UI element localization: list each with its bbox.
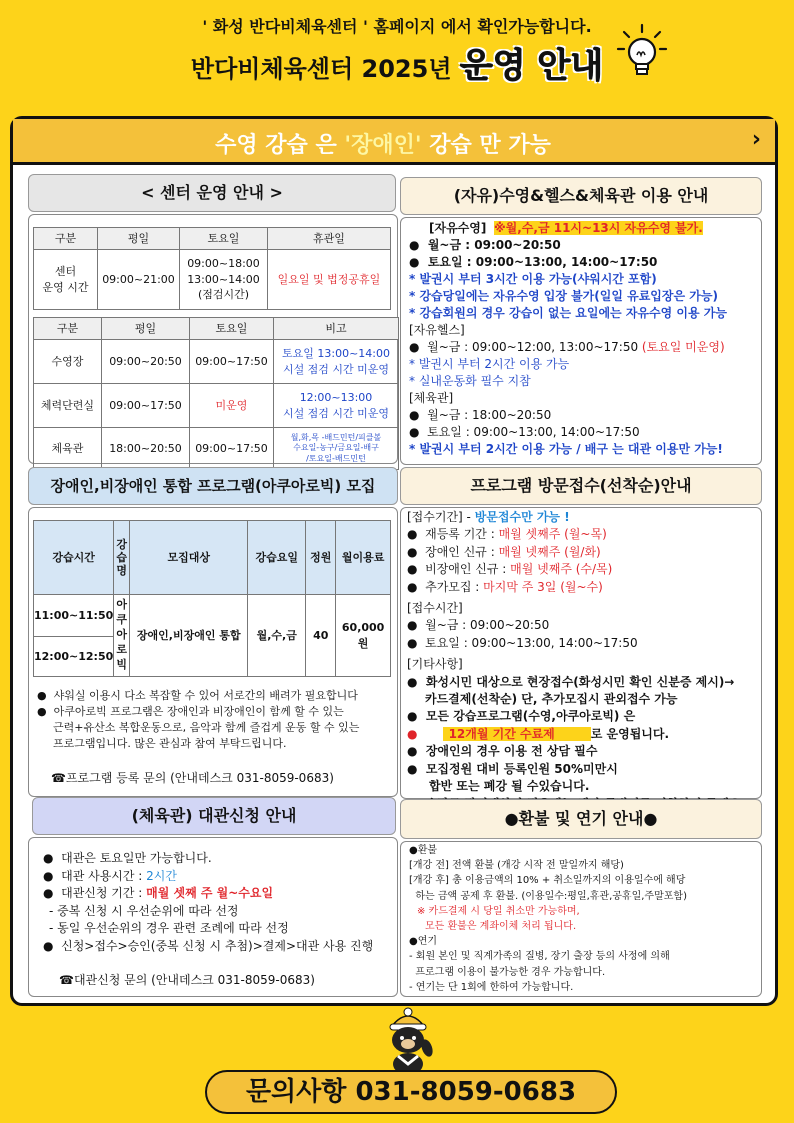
center-hours-table <box>33 227 391 310</box>
free-use-heading: (자유)수영&헬스&체육관 이용 안내 <box>400 177 762 215</box>
table-cell <box>114 595 130 677</box>
etc-tag: [기타사항] <box>407 657 463 672</box>
table-cell <box>274 428 399 470</box>
refund-line: 프로그램 이용이 불가능한 경우 가능합니다. <box>409 966 606 978</box>
etc-line: 모든 강습프로그램(수영,아쿠아로빅) 은 <box>425 709 636 724</box>
refund-line: - 회원 본인 및 직계가족의 질병, 장기 출장 등의 사정에 의해 <box>409 951 670 963</box>
table-header: 평일 <box>98 228 180 250</box>
swim-warning: ※월,수,금 11시~13시 자유수영 불가. <box>493 221 703 235</box>
table-cell: 09:00~17:50 <box>190 340 274 384</box>
table-cell <box>180 250 268 310</box>
refund-line: - 연기는 단 1회에 한하여 가능합니다. <box>409 981 574 993</box>
rental-line: 대관은 토요일만 가능합니다. <box>61 851 212 865</box>
visit-item-label: 장애인 신규 : <box>425 544 499 559</box>
time-tag: [접수시간] <box>407 601 463 616</box>
cell-line: 12:00~13:00 <box>299 390 373 404</box>
banner-text <box>13 128 753 159</box>
table-cell: 일요일 및 법정공휴일 <box>268 250 391 310</box>
table-header: 강습시간 <box>34 521 114 595</box>
rental-lines: ● 대관은 토요일만 가능합니다. ● 대관 사용시간 : 2시간 ● 대관신청 기간 : 매월 셋째 주 월~수요일 - 중복 신청 시 우선순위에 따라 선정 - 동일 우선순위의 경우 관련 조례에 따라 선정 ● 신청>접수>승인(중복 신청 시 추첨)>결제>대관 사용 진행 <box>43 851 374 953</box>
refund-line: 하는 금액 공제 후 환불. (이용일수:평일,휴관,공휴일,주말포함) <box>409 890 687 902</box>
table-cell <box>274 340 399 384</box>
refund-line: ●환불 <box>409 845 438 856</box>
table-header: 평일 <box>102 318 190 340</box>
visit-item-value: 매월 넷째주 (월/화) <box>498 544 601 559</box>
lightbulb-icon <box>612 22 672 82</box>
title-highlight: 운영 안내 <box>459 46 604 86</box>
table-cell: 60,000 원 <box>336 595 391 677</box>
title-prefix: 반다비체육센터 2025년 <box>190 55 452 83</box>
refund-line: ※ 카드결제 시 당일 취소만 가능하며, <box>417 905 580 917</box>
chevron-right-icon: › <box>751 127 761 152</box>
banner-part3: 강습 만 가능 <box>421 133 551 158</box>
table-row <box>34 384 399 428</box>
free-use-lines: [자유수영] ※월,수,금 11시~13시 자유수영 불가. ● 월~금 : 09:00~20:50 ● 토요일 : 09:00~13:00, 14:00~17:50 * 발권시 부터 3시간 이용 가능(샤워시간 포함) * 강습당일에는 자유수영 입장 불가(일일 유료입장은 가능) * 강습회원의 경우 강습이 없는 요일에는 자유수영 이용 가능 [자유헬스] ● 월~금 : 09:00~12:00, 13:00~17:50 (토요일 미운영) * 발권시 부터 2시간 이용 가능 * 실내운동화 필수 지참 [체육관] ● 월~금 : 18:00~20:50 ● 토요일 : 09:00~13:00, 14:00~17:50 * 발권시 부터 2시간 이용 가능 / 배구 는 대관 이용만 가능! <box>409 221 727 456</box>
contact-phone-banner[interactable]: 문의사항 031-8059-0683 <box>205 1070 617 1114</box>
rental-heading: (체육관) 대관신청 안내 <box>32 797 396 835</box>
rental-contact: ☎대관신청 문의 (안내데스크 031-8059-0683) <box>59 973 315 987</box>
table-cell: 11:00~11:50 <box>34 595 114 637</box>
table-header: 토요일 <box>180 228 268 250</box>
aqua-contact: ☎프로그램 등록 문의 (안내데스크 031-8059-0683) <box>51 771 334 785</box>
cell-line: 토요일 13:00~14:00 <box>282 346 390 360</box>
gym-saturday: (토요일 미운영) <box>641 340 725 354</box>
etc-line: 화성시민 대상으로 현장접수(화성시민 확인 신분증 제시)→ <box>425 674 735 689</box>
table-cell: 09:00~20:50 <box>102 340 190 384</box>
hall-saturday: 토요일 : 09:00~13:00, 14:00~17:50 <box>427 425 640 439</box>
table-cell: 체육관 <box>34 428 102 470</box>
class-header-vertical: 강 습 명 <box>116 537 128 578</box>
table-row <box>34 428 399 470</box>
refund-heading: ●환불 및 연기 안내● <box>400 799 762 839</box>
table-header: 강습요일 <box>248 521 306 595</box>
swim-notice-banner <box>13 119 775 165</box>
header-note: ' 화성 반다비체육센터 ' 홈페이지 에서 확인가능합니다. <box>202 17 592 36</box>
rental-line: 대관신청 기간 : <box>61 886 147 901</box>
banner-part1: 수영 강습 은 <box>215 133 345 158</box>
aqua-note: 프로그램입니다. 많은 관심과 참여 부탁드립니다. <box>53 737 287 750</box>
table-header: 휴관일 <box>268 228 391 250</box>
visit-item-label: 재등록 기간 : <box>425 527 499 542</box>
swim-tag: [자유수영] <box>429 221 487 235</box>
etc-highlight: 12개월 기간 수료제 <box>443 727 591 741</box>
cell-line: 시설 점검 시간 미운영 <box>282 362 390 376</box>
aqua-note: 아쿠아로빅 프로그램은 장애인과 비장애인이 함께 할 수 있는 <box>53 705 344 718</box>
cell-line: 월,화,목 -배드민턴/피클볼 <box>290 432 382 442</box>
table-header: 정원 <box>306 521 336 595</box>
table-cell: 미운영 <box>190 384 274 428</box>
banner-part2: '장애인' <box>344 133 422 158</box>
table-cell: 체력단련실 <box>34 384 102 428</box>
table-cell: 09:00~17:50 <box>102 384 190 428</box>
cell-line: 13:00~14:00 <box>187 272 260 286</box>
rental-line: - 동일 우선순위의 경우 관련 조례에 따라 선정 <box>49 921 289 936</box>
rental-line: 대관 사용시간 : <box>61 868 147 883</box>
rental-line: 신청>접수>승인(중복 신청 시 추첨)>결제>대관 사용 진행 <box>61 938 374 953</box>
table-cell: 09:00~21:00 <box>98 250 180 310</box>
table-cell: 18:00~20:50 <box>102 428 190 470</box>
gym-weekday: 월~금 : 09:00~12:00, 13:00~17:50 <box>427 340 642 354</box>
aqua-note: 근력+유산소 복합운동으로, 음악과 함께 즐겁게 운동 할 수 있는 <box>53 721 360 734</box>
aqua-notes: ● 샤워실 이용시 다소 복잡할 수 있어 서로간의 배려가 필요합니다 ● 아쿠아로빅 프로그램은 장애인과 비장애인이 함께 할 수 있는 근력+유산소 복합운동으로, 음악과 함께 즐겁게 운동 할 수 있는 프로그램입니다. 많은 관심과 참여 부탁드립니다. <box>37 689 360 750</box>
visit-heading: 프로그램 방문접수(선착순)안내 <box>400 467 762 505</box>
time-saturday: 토요일 : 09:00~13:00, 14:00~17:50 <box>425 635 638 650</box>
bear-mascot-icon <box>378 1008 438 1074</box>
facility-hours-table <box>33 317 399 470</box>
swim-saturday: 토요일 : 09:00~13:00, 14:00~17:50 <box>427 255 658 269</box>
rental-line: - 중복 신청 시 우선순위에 따라 선정 <box>49 903 239 918</box>
swim-note: * 강습당일에는 자유수영 입장 불가(일일 유료입장은 가능) <box>409 289 718 303</box>
center-info-box <box>28 214 398 464</box>
cell-line: 시설 점검 시간 미운영 <box>282 406 390 420</box>
etc-line: 합반 또는 폐강 될 수있습니다. <box>429 779 590 794</box>
visit-lines: [접수기간] - 방문접수만 가능 ! ● 재등록 기간 : 매월 셋째주 (월~목) ● 장애인 신규 : 매월 넷째주 (월/화) ● 비장애인 신규 : 매월 넷째주 (수/목) ● 추가모집 : 마지막 주 3일 (월~수) [접수시간] ● 월~금 : 09:00~20:50 ● 토요일 : 09:00~13:00, 14:00~17:50 [기타사항] ● 화성시민 대상으로 현장접수(화성시민 확인 신분증 제시)→ 카드결제(선착순) 단, 추가모집시 관외접수 가능 ● 모든 강습프로그램(수영,아쿠아로빅) 은 ● 12개월 기간 수료제 로 운영됩니다. ● 장애인의 경우 이용 전 상담 필수 ● 모집정원 대비 등록인원 50%미만시 합반 또는 폐강 될 수있습니다. <box>407 509 745 813</box>
gym-note: * 발권시 부터 2시간 이용 가능 <box>409 357 570 371</box>
visit-item-value: 매월 셋째주 (월~목) <box>498 527 607 542</box>
aqua-heading: 장애인,비장애인 통합 프로그램(아쿠아로빅) 모집 <box>28 467 398 505</box>
table-cell: 09:00~17:50 <box>190 428 274 470</box>
refund-line: ●연기 <box>409 936 438 948</box>
class-name-vertical: 아 쿠 아 로 빅 <box>116 598 128 671</box>
etc-line: 장애인의 경우 이용 전 상담 필수 <box>425 744 598 759</box>
table-header: 비고 <box>274 318 399 340</box>
visit-box <box>400 507 762 799</box>
rental-value: 매월 셋째 주 월~수요일 <box>146 886 274 901</box>
table-row <box>34 595 391 637</box>
rental-value: 2시간 <box>146 868 177 883</box>
table-cell: 월,수,금 <box>248 595 306 677</box>
visit-item-value: 매월 넷째주 (수/목) <box>510 562 613 577</box>
refund-line: [개강 후] 총 이용금액의 10% + 취소일까지의 이용일수에 해당 <box>409 875 686 887</box>
table-cell: 12:00~12:50 <box>34 637 114 677</box>
free-use-box <box>400 217 762 465</box>
rental-box <box>28 837 398 997</box>
aqua-table <box>33 520 391 677</box>
table-header <box>114 521 130 595</box>
cell-line: 수요일-농구/금요일-배구 <box>293 443 379 453</box>
table-header: 월이용료 <box>336 521 391 595</box>
time-weekday: 월~금 : 09:00~20:50 <box>425 618 550 633</box>
gym-note: * 실내운동화 필수 지참 <box>409 374 531 388</box>
period-tag: [접수기간] - <box>407 510 475 524</box>
etc-line: 카드결제(선착순) 단, 추가모집시 관외접수 가능 <box>425 692 678 707</box>
visit-item-value: 마지막 주 3일 (월~수) <box>483 579 603 594</box>
cell-line: /토요일-배드민턴 <box>306 453 366 463</box>
aqua-note: 샤워실 이용시 다소 복잡할 수 있어 서로간의 배려가 필요합니다 <box>53 689 358 702</box>
table-cell: 수영장 <box>34 340 102 384</box>
refund-lines <box>409 843 687 995</box>
hall-weekday: 월~금 : 18:00~20:50 <box>427 408 552 422</box>
table-cell: 장애인,비장애인 통합 <box>130 595 248 677</box>
page-title <box>0 38 794 87</box>
period-only: 방문접수만 가능 ! <box>474 510 570 524</box>
gym-tag: [자유헬스] <box>409 323 465 337</box>
cell-line: (점검시간) <box>197 288 250 302</box>
swim-weekday: 월~금 : 09:00~20:50 <box>427 238 561 252</box>
swim-note: * 발권시 부터 3시간 이용 가능(샤워시간 포함) <box>409 272 657 286</box>
visit-item-label: 비장애인 신규 : <box>425 562 511 577</box>
refund-line: 모든 환불은 계좌이체 처리 됩니다. <box>425 921 577 933</box>
refund-box <box>400 841 762 997</box>
etc-line: 로 운영됩니다. <box>590 726 670 741</box>
table-cell: 센터 운영 시간 <box>34 250 98 310</box>
table-cell: 40 <box>306 595 336 677</box>
aqua-box <box>28 507 398 797</box>
content-frame <box>10 116 778 1006</box>
table-cell <box>274 384 399 428</box>
table-header: 토요일 <box>190 318 274 340</box>
table-header: 구분 <box>34 318 102 340</box>
table-row <box>34 340 399 384</box>
etc-line: 모집정원 대비 등록인원 50%미만시 <box>425 761 618 776</box>
table-header: 구분 <box>34 228 98 250</box>
cell-line: 09:00~18:00 <box>187 256 260 270</box>
table-header: 모집대상 <box>130 521 248 595</box>
refund-line: [개강 전] 전액 환불 (개강 시작 전 말일까지 해당) <box>409 860 624 872</box>
center-info-heading: < 센터 운영 안내 > <box>28 174 396 212</box>
swim-note: * 강습회원의 경우 강습이 없는 요일에는 자유수영 이용 가능 <box>409 306 727 320</box>
visit-item-label: 추가모집 : <box>425 579 484 594</box>
hall-tag: [체육관] <box>409 391 454 405</box>
hall-note: * 발권시 부터 2시간 이용 가능 / 배구 는 대관 이용만 가능! <box>409 442 723 456</box>
